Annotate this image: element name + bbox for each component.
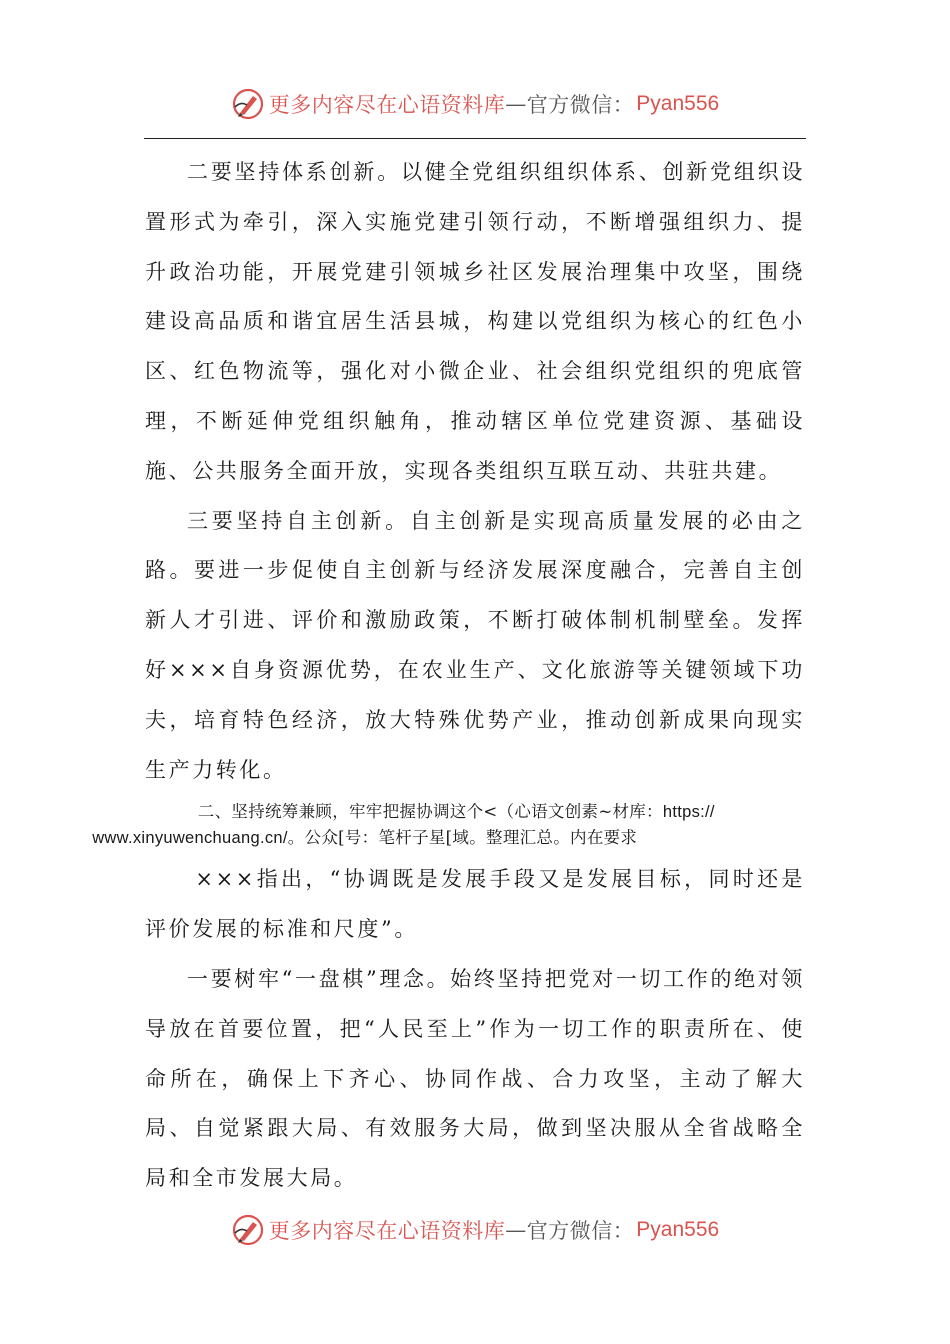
pen-nib-logo-icon bbox=[231, 87, 265, 121]
document-body bbox=[92, 148, 805, 1204]
footer-dash: — bbox=[505, 1218, 527, 1242]
header-dash: — bbox=[505, 92, 527, 116]
header-wechat-id: Pyan556 bbox=[636, 92, 720, 115]
source-url-part1: https:// bbox=[662, 803, 715, 822]
header-brand-text: 更多内容尽在心语资料库 bbox=[268, 93, 506, 117]
footer-wechat-id: Pyan556 bbox=[636, 1218, 720, 1241]
header-divider bbox=[144, 138, 806, 139]
paragraph-self-innovation: 三要坚持自主创新。自主创新是实现高质量发展的必由之路。要进一步促使自主创新与经济发展深度融合，完善自主创新人才引进、评价和激励政策，不断打破体制机制壁垒。发挥好×××自身资源优势，在农业生产、文化旅游等关键领域下功夫，培育特色经济，放大特殊优势产业，推动创新成果向现实生产力转化。 bbox=[145, 508, 805, 782]
section-heading-text: 二、坚持统筹兼顾，牢牢把握协调这个<（心语文创素~材库： bbox=[197, 802, 663, 822]
paragraph-system-innovation: 二要坚持体系创新。以健全党组织组织体系、创新党组织设置形式为牵引，深入实施党建引领行动，不断增强组织力、提升政治功能，开展党建引领城乡社区发展治理集中攻坚，围绕建设高品质和谐宜居生活县城，构建以党组织为核心的红色小区、红色物流等，强化对小微企业、社会组织党组织的兜底管理，不断延伸党组织触角，推动辖区单位党建资源、基础设施、公共服务全面开放，实现各类组织互联互动、共驻共建。 bbox=[145, 160, 805, 483]
header-official-label: 官方微信： bbox=[526, 93, 635, 117]
footer-official-label: 官方微信： bbox=[526, 1219, 635, 1243]
section-heading-coordination bbox=[92, 799, 805, 851]
paragraph-quote: ×××指出，“协调既是发展手段又是发展目标，同时还是评价发展的标准和尺度”。 bbox=[145, 867, 805, 942]
page-header bbox=[0, 80, 950, 128]
paragraph-one-game: 一要树牢“一盘棋”理念。始终坚持把党对一切工作的绝对领导放在首要位置，把“人民至上”作为一切工作的职责所在、使命所在，确保上下齐心、协同作战、合力攻坚，主动了解大局、自觉紧跟大局、有效服务大局，做到坚决服从全省战略全局和全市发展大局。 bbox=[145, 966, 805, 1191]
footer-brand-text: 更多内容尽在心语资料库 bbox=[268, 1219, 506, 1243]
source-url-part2: www.xinyuwenchuang.cn/ bbox=[92, 829, 288, 848]
page-footer bbox=[0, 1206, 950, 1254]
section-heading-tail: 。公众[号：笔杆子星[域。整理汇总。内在要求 bbox=[287, 828, 638, 848]
pen-nib-logo-icon bbox=[231, 1213, 265, 1247]
